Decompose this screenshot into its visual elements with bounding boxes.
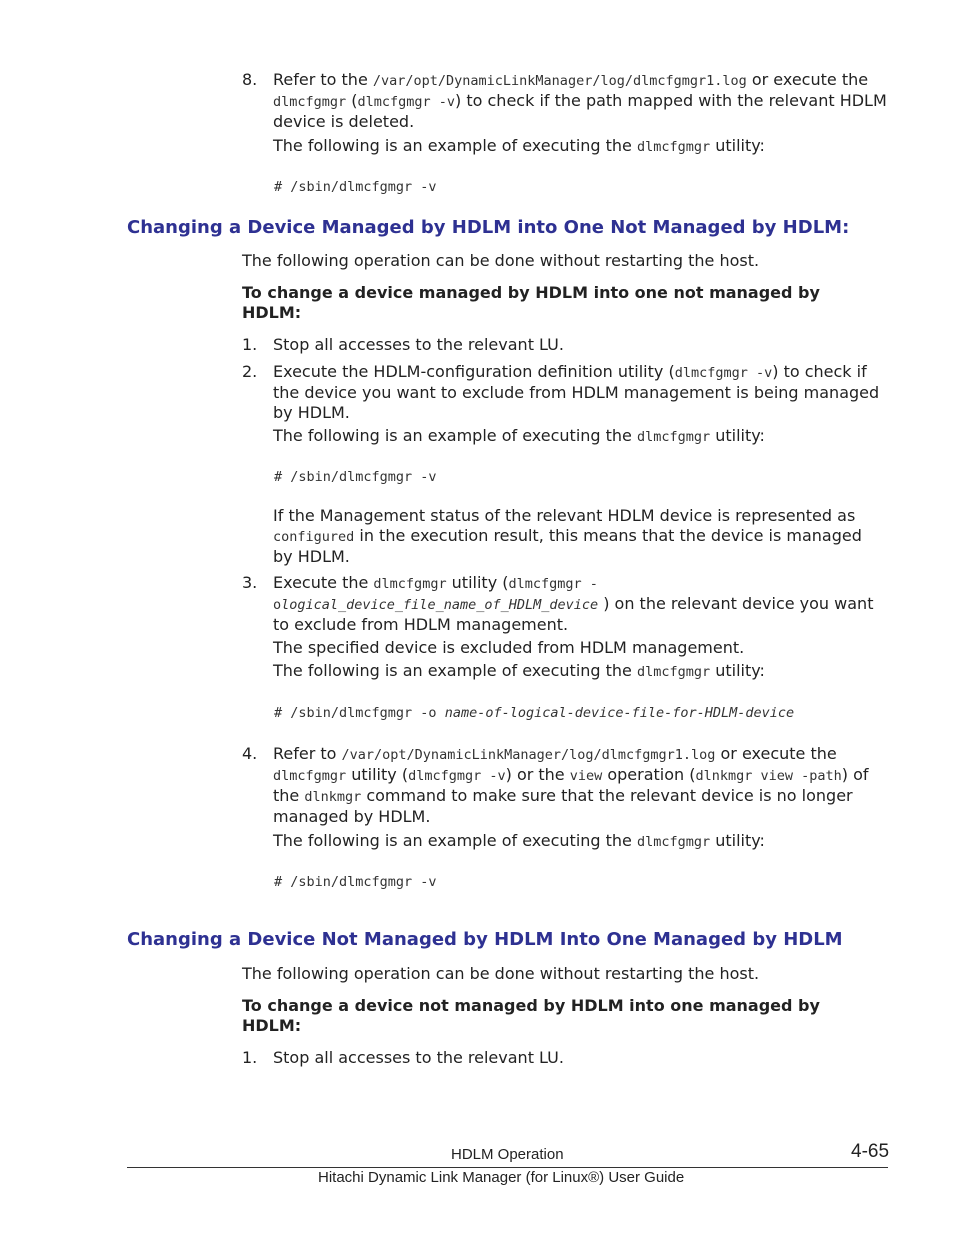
step-3-text: Execute the dlmcfgmgr utility (dlmcfgmgr - ological_device_file_name_of_HDLM_device ) on the relevant device you want to exclude from HDLM management. bbox=[273, 573, 874, 634]
page-number: 4-65 bbox=[851, 1141, 890, 1162]
step-2-text: Execute the HDLM-configuration definition utility (dlmcfgmgr -v) to check if the device you want to exclude from HDLM management is being managed by HDLM. bbox=[273, 362, 880, 422]
section-heading: Changing a Device Managed by HDLM into One Not Managed by HDLM: bbox=[127, 217, 850, 238]
step-2-note: If the Management status of the relevant HDLM device is represented as configured in the execution result, this means that the device is managed by HDLM. bbox=[273, 506, 862, 566]
intro-text: The following operation can be done without restarting the host. bbox=[242, 964, 760, 983]
example-intro: The following is an example of executing the dlmcfgmgr utility: bbox=[273, 831, 765, 850]
procedure-title: To change a device not managed by HDLM into one managed by HDLM: bbox=[242, 996, 820, 1035]
step-4-text: Refer to /var/opt/DynamicLinkManager/log/dlmcfgmgr1.log or execute the dlmcfgmgr utility (dlmcfgmgr -v) or the view operation (dlnkmgr view -path) of the dlnkmgr command to make sure that the relevant device is no longer managed by HDLM. bbox=[273, 744, 869, 826]
code-example: # /sbin/dlmcfgmgr -v bbox=[274, 874, 437, 890]
code-example: # /sbin/dlmcfgmgr -v bbox=[274, 469, 437, 485]
example-intro: The following is an example of executing the dlmcfgmgr utility: bbox=[273, 136, 765, 155]
step-1-text: Stop all accesses to the relevant LU. bbox=[273, 335, 564, 354]
log-path: /var/opt/DynamicLinkManager/log/dlmcfgmgr1.log bbox=[372, 73, 747, 89]
code-example: # /sbin/dlmcfgmgr -o name-of-logical-device-file-for-HDLM-device bbox=[274, 705, 795, 721]
example-intro: The following is an example of executing the dlmcfgmgr utility: bbox=[273, 661, 765, 680]
code-example: # /sbin/dlmcfgmgr -v bbox=[274, 179, 437, 195]
step-number: 3. bbox=[242, 573, 258, 592]
step-number: 4. bbox=[242, 744, 258, 763]
step-8-text: Refer to the /var/opt/DynamicLinkManager/log/dlmcfgmgr1.log or execute the dlmcfgmgr (dlmcfgmgr -v) to check if the path mapped with the relevant HDLM device is deleted. bbox=[273, 70, 887, 131]
footer-divider bbox=[127, 1167, 888, 1168]
procedure-title: To change a device managed by HDLM into one not managed by HDLM: bbox=[242, 283, 820, 322]
step-3-result: The specified device is excluded from HDLM management. bbox=[273, 638, 745, 657]
step-number: 1. bbox=[242, 335, 258, 354]
step-number: 8. bbox=[242, 70, 258, 89]
footer-chapter: HDLM Operation bbox=[451, 1146, 564, 1163]
intro-text: The following operation can be done without restarting the host. bbox=[242, 251, 760, 270]
footer-book-title: Hitachi Dynamic Link Manager (for Linux®) User Guide bbox=[318, 1169, 685, 1186]
step-1-text: Stop all accesses to the relevant LU. bbox=[273, 1048, 564, 1067]
section-heading: Changing a Device Not Managed by HDLM Into One Managed by HDLM bbox=[127, 929, 843, 950]
example-intro: The following is an example of executing the dlmcfgmgr utility: bbox=[273, 426, 765, 445]
step-number: 1. bbox=[242, 1048, 258, 1067]
step-number: 2. bbox=[242, 362, 258, 381]
